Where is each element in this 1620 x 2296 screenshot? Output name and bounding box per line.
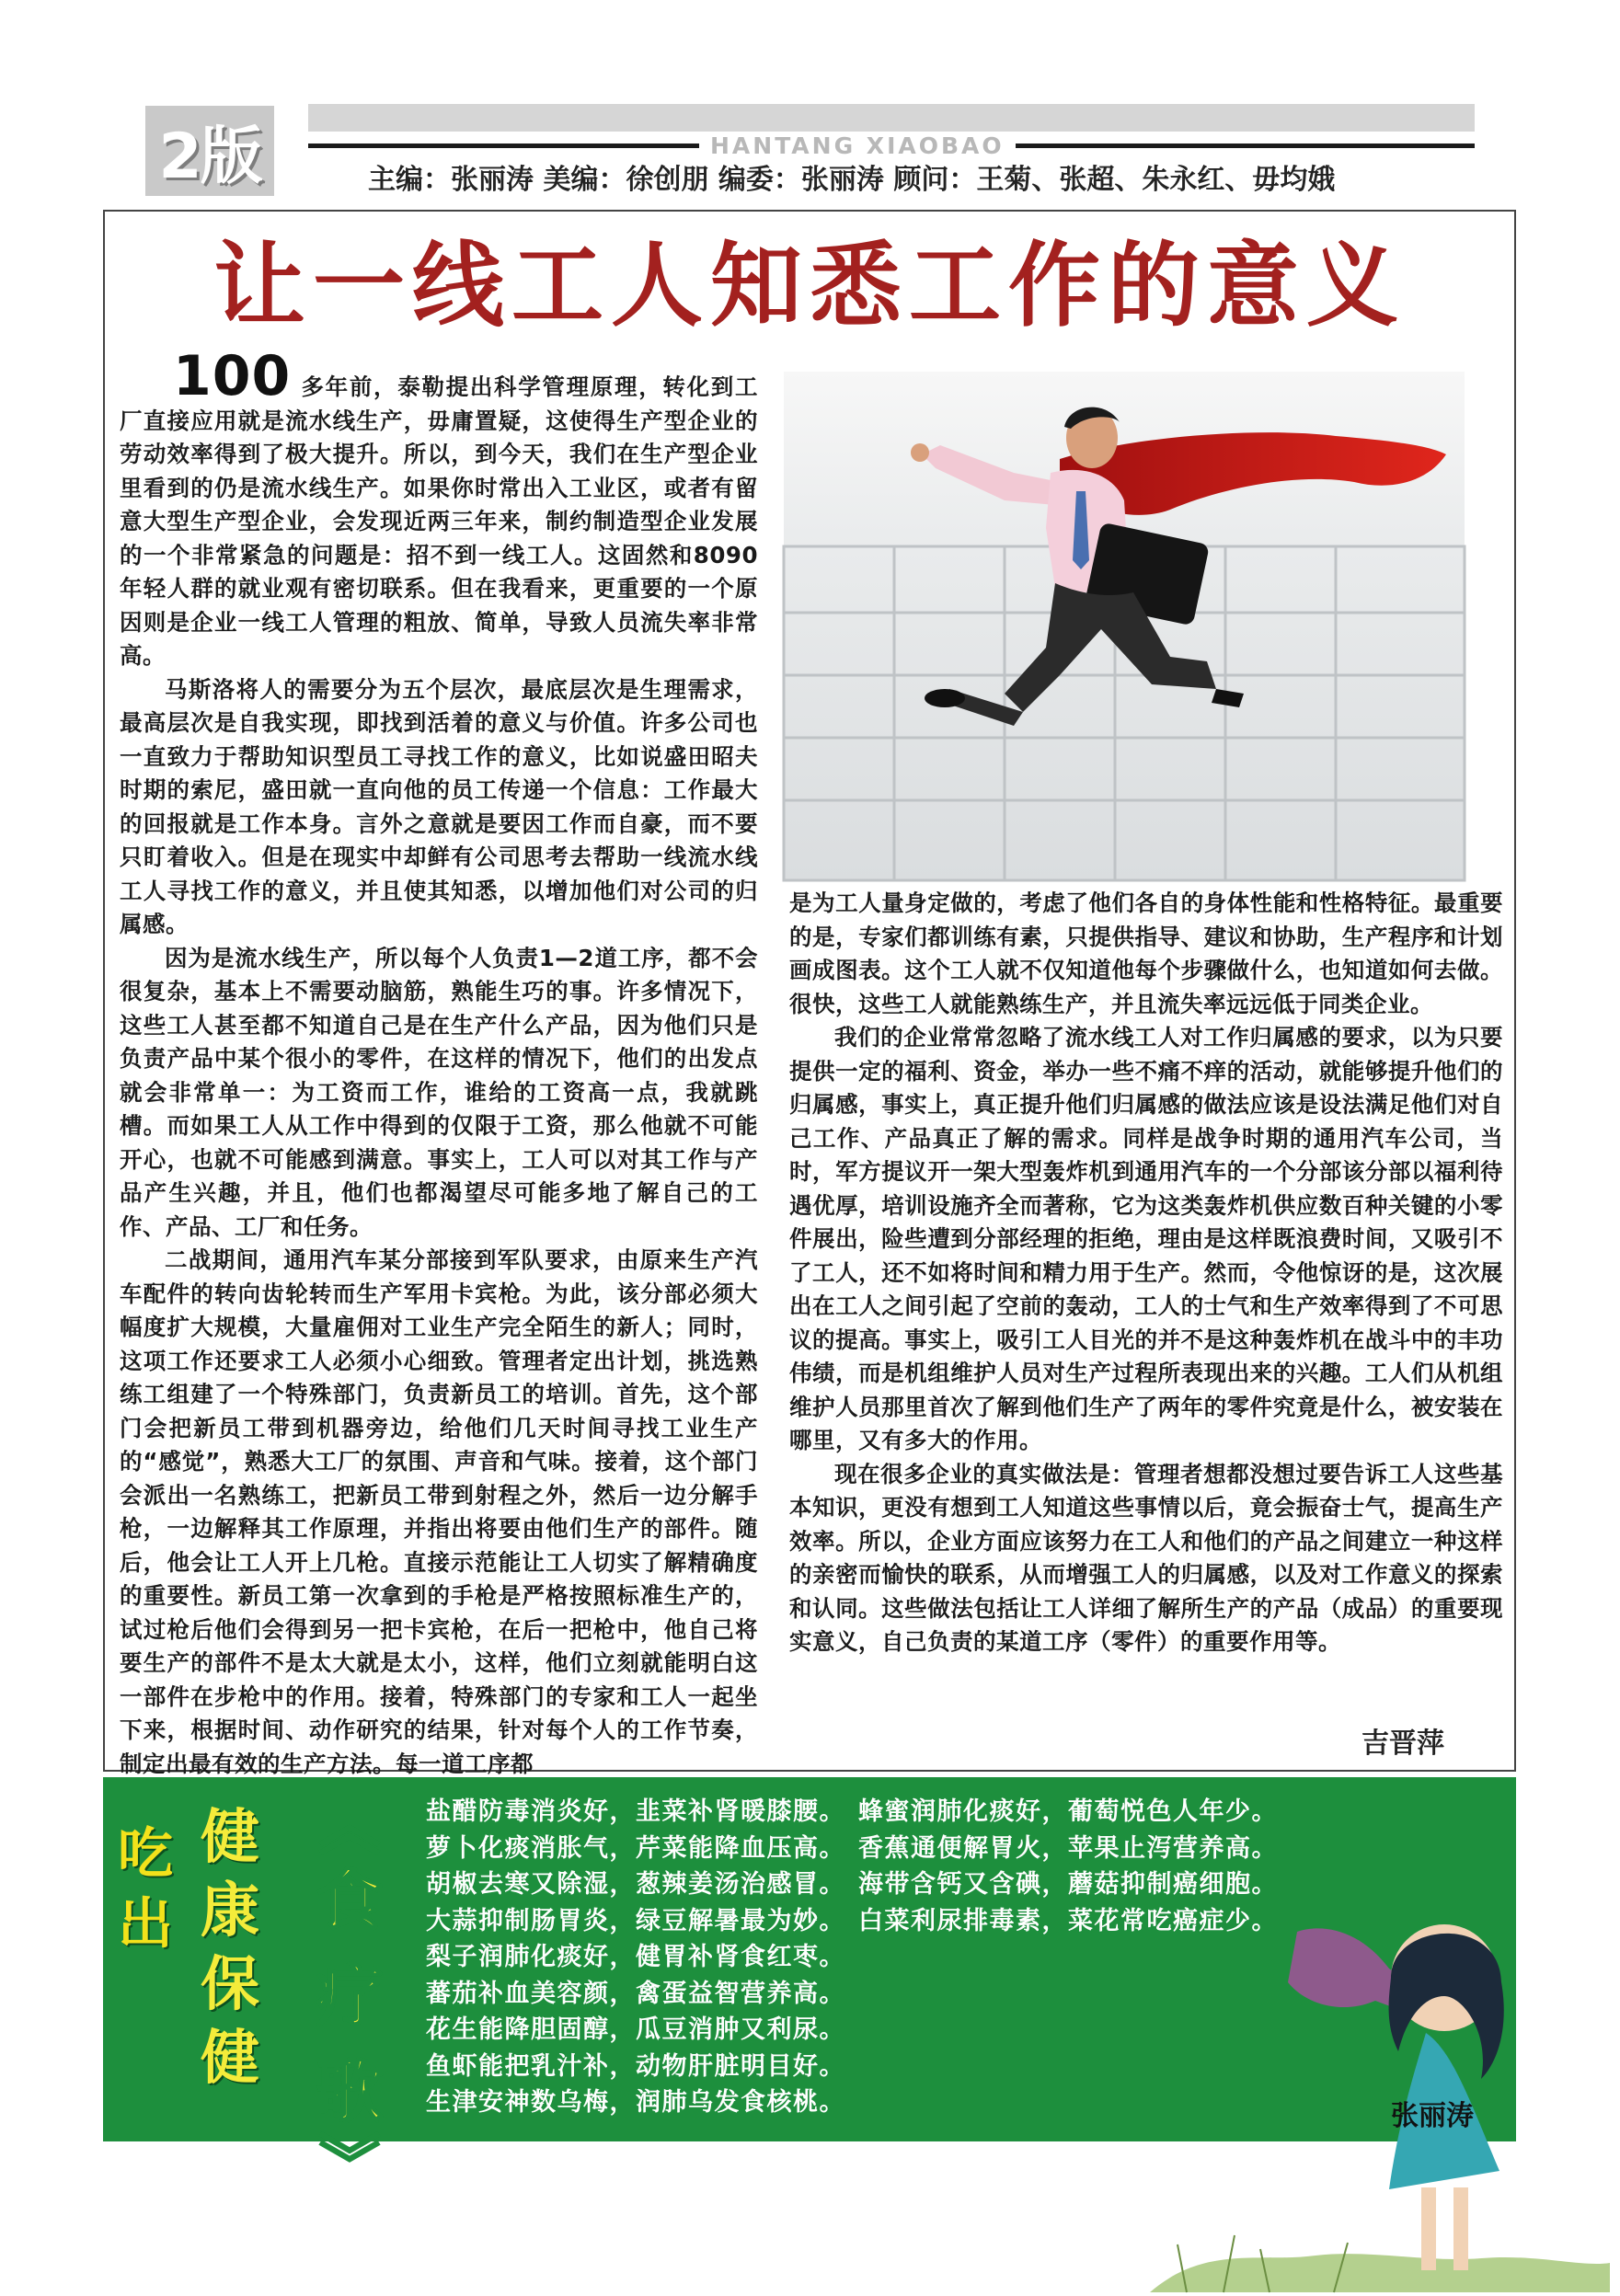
verse-line: 胡椒去寒又除湿，葱辣姜汤治感冒。 海带含钙又含碘，蘑菇抑制癌细胞。 (426, 1870, 1278, 1899)
edition-badge: 2版 (158, 120, 261, 193)
verse-line: 花生能降胆固醇，瓜豆消肿又利尿。 (426, 2015, 845, 2044)
verse-line: 鱼虾能把乳汁补，动物肝脏明目好。 (426, 2051, 845, 2081)
article-paragraph: 因为是流水线生产，所以每个人负责1—2道工序，都不会很复杂，基本上不需要动脑筋，熟能生巧的事。许多情况下，这些工人甚至都不知道自己是在生产什么产品，因为他们只是负责产品中某个很小的零件，在这样的情况下，他们的出发点就会非常单一：为工资而工作，谁给的工资高一点，我就跳槽。而如果工人从工作中得到的仅限于工资，那么他就不可能开心，也就不可能感到满意。事实上，工人可以对其工作与产品产生兴趣，并且，他们也都渴望尽可能多地了解自己的工作、产品、工厂和任务。 (120, 944, 758, 1240)
masthead-grey-bar (308, 104, 1475, 132)
slogan-left: 吃出 (118, 1822, 173, 1957)
song-title-text: 食疗歌 (316, 1862, 383, 2130)
article-column-left (120, 344, 758, 1777)
song-author: 张丽涛 (1391, 2100, 1474, 2132)
leaping-businessman-image (784, 372, 1465, 880)
article-paragraph: 二战期间，通用汽车某分部接到军队要求，由原来生产汽车配件的转向齿轮转而生产军用卡宾枪。为此，该分部必须大幅度扩大规模，大量雇佣对工业生产完全陌生的新人；同时，这项工作还要求工人必须小心细致。管理者定出计划，挑选熟练工组建了一个特殊部门，负责新员工的培训。首先，这个部门会把新员工带到机器旁边，给他们几天时间寻找工业生产的“感觉”，熟悉大工厂的氛围、声音和气味。接着，这个部门会派出一名熟练工，把新员工带到射程之外，然后一边分解手枪，一边解释其工作原理，并指出将要由他们生产的部件。随后，他会让工人开上几枪。直接示范能让工人切实了解精确度的重要性。新员工第一次拿到的手枪是严格按照标准生产的，试过枪后他们会得到另一把卡宾枪，在后一把枪中，他自己将要生产的部件不是太大就是太小，这样，他们立刻就能明白这一部件在步枪中的作用。接着，特殊部门的专家和工人一起坐下来，根据时间、动作研究的结果，针对每个人的工作节奏，制定出最有效的生产方法。每一道工序都 (120, 1246, 758, 1777)
verse-line: 盐醋防毒消炎好，韭菜补肾暖膝腰。 蜂蜜润肺化痰好，葡萄悦色人年少。 (426, 1797, 1278, 1826)
verse-line: 大蒜抑制肠胃炎，绿豆解暑最为妙。 白菜利尿排毒素，菜花常吃癌症少。 (426, 1906, 1278, 1935)
masthead-credits: 主编：张丽涛 美编：徐创朋 编委：张丽涛 顾问：王菊、张超、朱永红、毋均娥 (368, 164, 1336, 196)
verse-line: 梨子润肺化痰好，健胃补肾食红枣。 (426, 1943, 845, 1971)
article-paragraph: 是为工人量身定做的，考虑了他们各自的身体性能和性格特征。最重要的是，专家们都训练有素，只提供指导、建议和协助，生产程序和计划画成图表。这个工人就不仅知道他每个步骤做什么，也知道如何去做。很快，这些工人就能熟练生产，并且流失率远远低于同类企业。 (789, 890, 1503, 1017)
article-headline: 让一线工人知悉工作的意义 (213, 231, 1406, 339)
article-paragraph: 马斯洛将人的需要分为五个层次，最底层次是生理需求，最高层次是自我实现，即找到活着的意义与价值。许多公司也一直致力于帮助知识型员工寻找工作的意义，比如说盛田昭夫时期的索尼，盛田就一直向他的员工传递一个信息：工作最大的回报就是工作本身。言外之意就是要因工作而自豪，而不要只盯着收入。但是在现实中却鲜有公司思考去帮助一线流水线工人寻找工作的意义，并且使其知悉，以增加他们对公司的归属感。 (120, 675, 758, 937)
article-column-right (789, 887, 1503, 1733)
song-title (304, 1792, 396, 2199)
verse-line: 生津安神数乌梅，润肺乌发食核桃。 (426, 2088, 845, 2117)
verse-line: 萝卜化痰消胀气，芹菜能降血压高。 香蕉通便解胃火，苹果止泻营养高。 (426, 1833, 1278, 1863)
song-title-open-bracket: ︽ (319, 1792, 380, 1863)
song-title-close-bracket: ︾ (319, 2129, 380, 2199)
lead-number: 100 (173, 344, 292, 408)
girl-illustration (1150, 1895, 1610, 2292)
article-photo (784, 372, 1465, 880)
article-paragraph: 100 多年前，泰勒提出科学管理原理，转化到工厂直接应用就是流水线生产，毋庸置疑，这使得生产型企业的劳动效率得到了极大提升。所以，到今天，我们在生产型企业里看到的仍是流水线生产。如果你时常出入工业区，或者有留意大型生产型企业，会发现近两三年来，制约制造型企业发展的一个非常紧急的问题是：招不到一线工人。这固然和8090年轻人群的就业观有密切联系。但在我看来，更重要的一个原因则是企业一线工人管理的粗放、简单，导致人员流失率非常高。 (120, 344, 758, 669)
paper-name: HANTANG XIAOBAO (699, 133, 1016, 159)
article-paragraph: 我们的企业常常忽略了流水线工人对工作归属感的要求，以为只要提供一定的福利、资金，举办一些不痛不痒的活动，就能够提升他们的归属感，事实上，真正提升他们归属感的做法应该是设法满足他们对自己工作、产品真正了解的需求。同样是战争时期的通用汽车公司，当时，军方提议开一架大型轰炸机到通用汽车的一个分部该分部以福利待遇优厚，培训设施齐全而著称，它为这类轰炸机供应数百种关键的小零件展出，险些遭到分部经理的拒绝，理由是这样既浪费时间，又吸引不了工人，还不如将时间和精力用于生产。然而，令他惊讶的是，这次展出在工人之间引起了空前的轰动，工人的士气和生产效率得到了不可思议的提高。事实上，吸引工人目光的并不是这种轰炸机在战斗中的丰功伟绩，而是机组维护人员对生产过程所表现出来的兴趣。工人们从机组维护人员那里首次了解到他们生产了两年的零件究竟是什么，被安装在哪里，又有多大的作用。 (789, 1024, 1503, 1453)
article-author: 吉晋萍 (1361, 1728, 1444, 1760)
verse-line: 蕃茄补血美容颜，禽蛋益智营养高。 (426, 1979, 845, 2008)
girl-with-flower-image (1150, 1895, 1610, 2292)
slogan-right: 健康保健 (201, 1804, 259, 2093)
article-paragraph: 现在很多企业的真实做法是：管理者想都没想过要告诉工人这些基本知识，更没有想到工人知道这些事情以后，竟会振奋士气，提高生产效率。所以，企业方面应该努力在工人和他们的产品之间建立一种这样的亲密而愉快的联系，从而增强工人的归属感，以及对工作意义的探索和认同。这些做法包括让工人详细了解所生产的产品（成品）的重要现实意义，自己负责的某道工序（零件）的重要作用等。 (789, 1460, 1503, 1655)
